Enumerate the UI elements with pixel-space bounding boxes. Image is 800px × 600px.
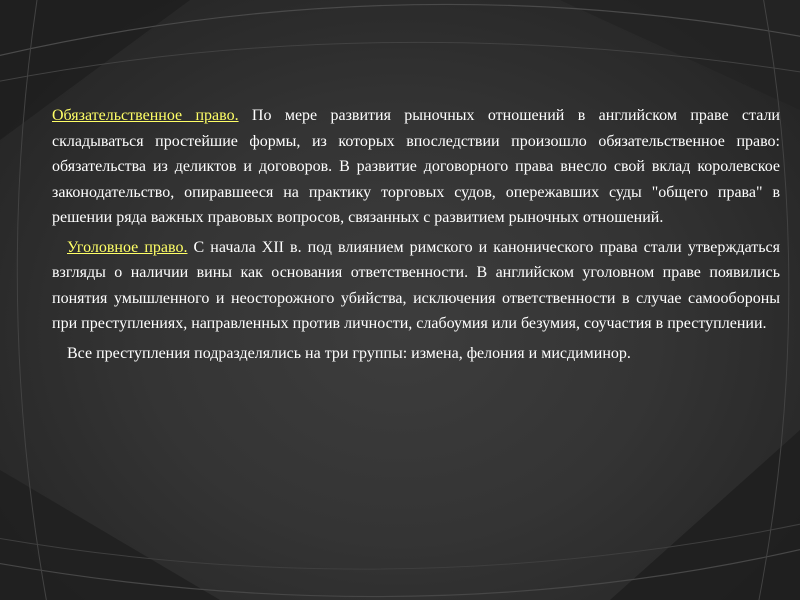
paragraph-2-term: Уголовное право. bbox=[67, 238, 188, 256]
paragraph-2 bbox=[52, 235, 780, 337]
paragraph-3-text: Все преступления подразделялись на три группы: измена, фелония и мисдиминор. bbox=[67, 344, 631, 362]
corner-shard-bottom-right bbox=[610, 430, 800, 600]
paragraph-3 bbox=[52, 341, 780, 367]
paragraph-1-text: По мере развития рыночных отношений в английском праве стали складываться простейшие формы, из которых впоследствии произошло обязательственное право: обязательства из деликтов и договоров. В развитие договорного права внесло свой вклад королевское законодательство, опиравшееся на практику торговых судов, опережавших суды "общего права" в решении ряда важных правовых вопросов, связанных с развитием рыночных отношений. bbox=[52, 107, 780, 226]
corner-shard-top-right bbox=[560, 0, 800, 110]
text-content bbox=[52, 103, 780, 370]
paragraph-1-term: Обязательственное право. bbox=[52, 107, 239, 124]
paragraph-2-text: С начала XII в. под влиянием римского и канонического права стали утверждаться взгляды о наличии вины как основания ответственности. В английском уголовном праве появились понятия умышленного и неосторожного убийства, исключения ответственности в случае самообороны при преступлениях, направленных против личности, слабоумия или безумия, соучастия в преступлении. bbox=[52, 238, 781, 332]
paragraph-1 bbox=[52, 103, 780, 231]
